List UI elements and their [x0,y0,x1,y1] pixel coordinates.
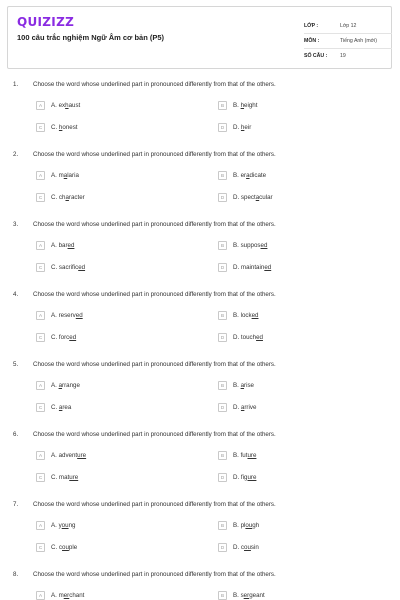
word-part: sin [250,544,259,551]
option-prefix: D. [233,264,241,271]
option-letter-box[interactable]: A [36,171,45,180]
option-letter-box[interactable]: D [218,543,227,552]
option-letter-box[interactable]: A [36,521,45,530]
underlined-part: er [243,592,250,599]
underlined-part: ed [78,264,86,271]
word-part: er [240,172,247,179]
option-prefix: B. [233,242,241,249]
question-item [0,571,400,600]
option-prefix: A. [51,312,59,319]
meta-label: LỚP : [304,23,319,29]
question-text: Choose the word whose underlined part in pronounced differently from that of the others. [33,571,276,578]
question-item [0,361,400,431]
question-number: 1. [13,81,19,88]
question-number: 5. [13,361,19,368]
option-prefix: C. [51,194,59,201]
option-letter-box[interactable]: B [218,241,227,250]
word-part: racter [68,194,85,201]
word-part: touch [240,334,257,341]
word-part: fut [240,452,248,459]
option-text [51,452,86,459]
worksheet-title: 100 câu trắc nghiệm Ngữ Âm cơ bản (P5) [17,33,165,42]
underlined-part: a [58,404,63,411]
underlined-part: h [65,102,69,109]
meta-value: Tiếng Anh (mới) [340,38,377,44]
question-text: Choose the word whose underlined part in pronounced differently from that of the others. [33,81,276,88]
word-part: reserv [58,312,76,319]
option-letter-box[interactable]: B [218,521,227,530]
option-letter-box[interactable]: C [36,263,45,272]
question-number: 7. [13,501,19,508]
option-text [51,264,85,271]
option-prefix: D. [233,544,241,551]
option-letter-box[interactable]: C [36,473,45,482]
question-item [0,501,400,571]
option-prefix: A. [51,452,59,459]
option-prefix: C. [51,124,59,131]
word-part: eight [244,102,258,109]
option-prefix: B. [233,522,241,529]
option-letter-box[interactable]: D [218,473,227,482]
option-text [233,522,259,529]
option-letter-box[interactable]: C [36,333,45,342]
underlined-part: a [240,404,245,411]
option-text [51,172,79,179]
option-text [51,382,80,389]
option-letter-box[interactable]: A [36,101,45,110]
word-part: laria [67,172,79,179]
underlined-part: ed [251,312,259,319]
option-text [233,102,257,109]
word-part: c [240,544,245,551]
option-prefix: A. [51,382,59,389]
option-prefix: A. [51,592,59,599]
option-prefix: B. [233,452,241,459]
option-prefix: D. [233,404,241,411]
underlined-part: ou [244,544,251,551]
option-text [51,334,76,341]
option-letter-box[interactable]: D [218,193,227,202]
underlined-part: h [58,124,63,131]
option-prefix: C. [51,404,59,411]
underlined-part: er [63,592,70,599]
word-part: rea [62,404,72,411]
option-text [51,522,75,529]
word-part: cular [259,194,273,201]
option-letter-box[interactable]: D [218,333,227,342]
option-prefix: D. [233,474,241,481]
option-letter-box[interactable]: D [218,403,227,412]
option-text [233,452,256,459]
word-part: s [240,592,244,599]
underlined-part: a [255,194,260,201]
underlined-part: ure [77,452,87,459]
option-text [51,474,78,481]
option-text [51,242,74,249]
option-letter-box[interactable]: C [36,123,45,132]
word-part: ex [58,102,66,109]
word-part: spect [240,194,256,201]
option-letter-box[interactable]: B [218,381,227,390]
option-prefix: D. [233,124,241,131]
word-part: rise [244,382,255,389]
option-text [51,404,71,411]
option-text [51,592,84,599]
option-letter-box[interactable]: B [218,591,227,600]
meta-row-count [304,49,392,64]
option-prefix: D. [233,194,241,201]
option-text [51,312,83,319]
word-part: maintain [240,264,265,271]
option-text [233,124,251,131]
question-number: 6. [13,431,19,438]
option-text [233,242,267,249]
question-number: 3. [13,221,19,228]
option-prefix: C. [51,544,59,551]
option-letter-box[interactable]: C [36,403,45,412]
word-part: rrange [62,382,80,389]
option-prefix: A. [51,522,59,529]
question-number: 8. [13,571,19,578]
option-text [233,382,254,389]
question-number: 4. [13,291,19,298]
underlined-part: h [240,102,245,109]
question-item [0,151,400,221]
underlined-part: a [63,172,68,179]
word-part: ple [68,544,78,551]
underlined-part: ed [75,312,83,319]
word-part: bar [58,242,68,249]
word-part: y [58,522,62,529]
underlined-part: ed [67,242,75,249]
underlined-part: a [240,382,245,389]
option-prefix: C. [51,264,59,271]
underlined-part: a [65,194,69,201]
underlined-part: a [58,382,63,389]
option-text [51,102,80,109]
option-letter-box[interactable]: A [36,311,45,320]
meta-value: 19 [340,53,346,59]
option-text [233,264,271,271]
meta-label: MÔN : [304,38,320,44]
option-text [233,404,256,411]
meta-row-class [304,19,392,34]
word-part: suppos [240,242,261,249]
question-text: Choose the word whose underlined part in pronounced differently from that of the others. [33,501,276,508]
option-prefix: C. [51,474,59,481]
option-prefix: D. [233,334,241,341]
word-part: pl [240,522,246,529]
underlined-part: a [246,172,250,179]
underlined-part: ou [62,544,69,551]
option-text [233,334,263,341]
word-part: dicate [249,172,267,179]
option-letter-box[interactable]: A [36,451,45,460]
word-part: c [58,544,63,551]
question-text: Choose the word whose underlined part in pronounced differently from that of the others. [33,151,276,158]
option-letter-box[interactable]: C [36,543,45,552]
question-item [0,221,400,291]
option-text [233,474,256,481]
option-prefix: B. [233,592,241,599]
option-text [233,312,258,319]
meta-label: SỐ CÂU : [304,53,328,59]
option-text [233,592,265,599]
option-prefix: A. [51,242,59,249]
worksheet-header [7,6,392,69]
option-text [233,172,266,179]
underlined-part: h [240,124,245,131]
word-part: sacrific [58,264,79,271]
option-text [233,544,259,551]
question-item [0,431,400,501]
option-text [51,124,78,131]
word-part: ch [58,194,66,201]
quizizz-logo: QUIZIZZ [17,15,75,29]
option-prefix: B. [233,102,241,109]
option-letter-box[interactable]: A [36,381,45,390]
option-letter-box[interactable]: B [218,101,227,110]
underlined-part: ou [245,522,253,529]
question-text: Choose the word whose underlined part in pronounced differently from that of the others. [33,361,276,368]
option-prefix: A. [51,172,59,179]
word-part: chant [69,592,85,599]
word-part: onest [62,124,78,131]
option-letter-box[interactable]: A [36,241,45,250]
option-prefix: B. [233,312,241,319]
question-text: Choose the word whose underlined part in pronounced differently from that of the others. [33,291,276,298]
underlined-part: ed [69,334,77,341]
meta-table [304,19,392,64]
question-text: Choose the word whose underlined part in pronounced differently from that of the others. [33,431,276,438]
word-part: ng [68,522,76,529]
underlined-part: ed [256,334,263,341]
option-prefix: B. [233,382,241,389]
option-letter-box[interactable]: D [218,123,227,132]
meta-value: Lớp 12 [340,23,357,29]
word-part: lock [240,312,252,319]
underlined-part: ure [247,474,257,481]
question-item [0,291,400,361]
option-letter-box[interactable]: C [36,193,45,202]
word-part: m [58,592,64,599]
option-letter-box[interactable]: D [218,263,227,272]
underlined-part: ure [247,452,257,459]
word-part: mat [58,474,70,481]
word-part: rrive [244,404,257,411]
underlined-part: ed [264,264,272,271]
underlined-part: ure [69,474,79,481]
word-part: fig [240,474,248,481]
option-letter-box[interactable]: B [218,311,227,320]
option-prefix: C. [51,334,59,341]
word-part: geant [249,592,265,599]
question-number: 2. [13,151,19,158]
option-prefix: A. [51,102,59,109]
option-text [233,194,273,201]
option-letter-box[interactable]: B [218,451,227,460]
option-text [51,544,77,551]
word-part: advent [58,452,78,459]
word-part: eir [244,124,252,131]
option-letter-box[interactable]: B [218,171,227,180]
word-part: gh [252,522,260,529]
underlined-part: ed [260,242,268,249]
word-part: m [58,172,64,179]
meta-row-subject [304,34,392,49]
option-text [51,194,85,201]
question-item [0,81,400,151]
option-prefix: B. [233,172,241,179]
word-part: forc [58,334,70,341]
option-letter-box[interactable]: A [36,591,45,600]
question-text: Choose the word whose underlined part in pronounced differently from that of the others. [33,221,276,228]
word-part: aust [68,102,81,109]
underlined-part: ou [61,522,69,529]
